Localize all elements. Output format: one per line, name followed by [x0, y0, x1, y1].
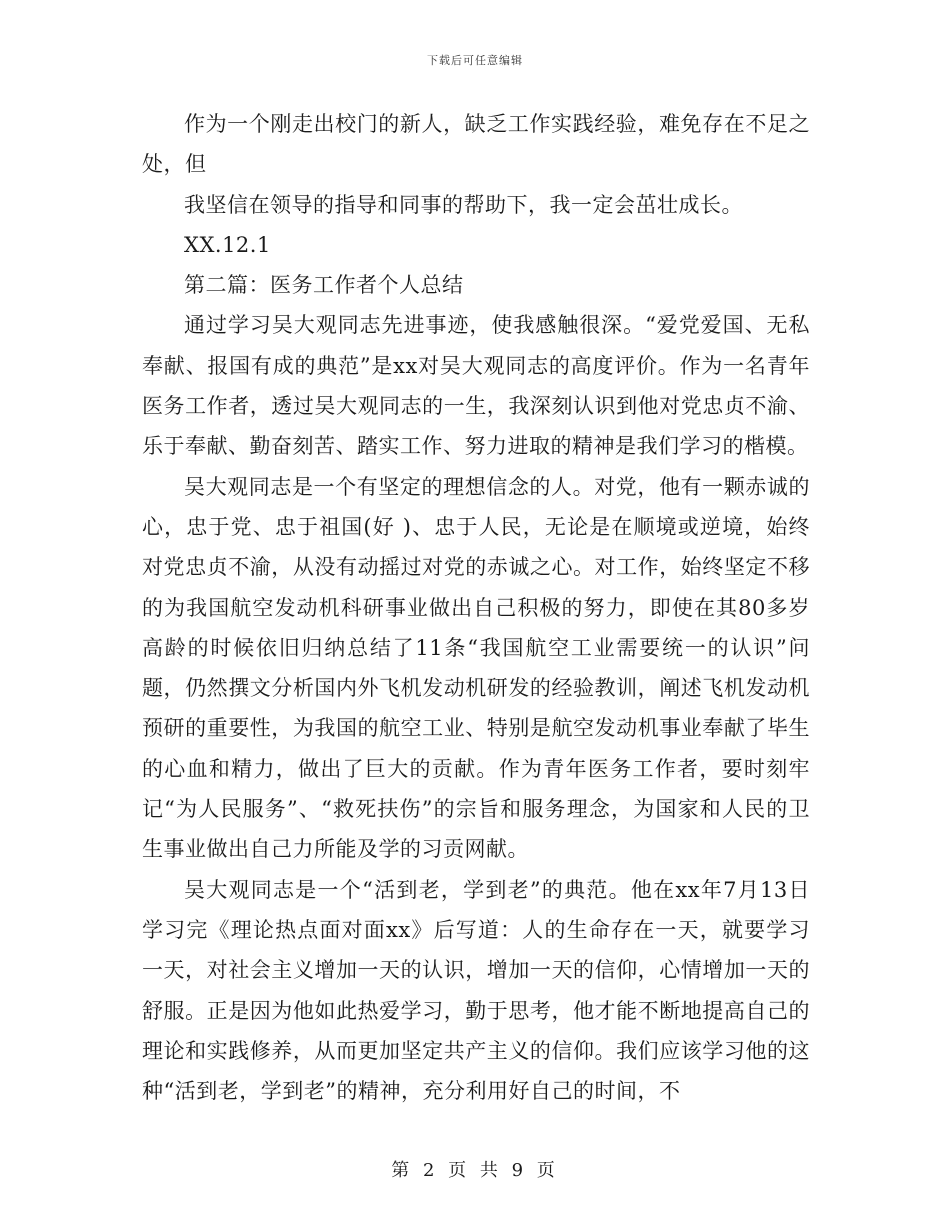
document-body	[142, 104, 810, 1111]
paragraph: 吴大观同志是一个有坚定的理想信念的人。对党，他有一颗赤诚的心，忠于党、忠于祖国(好 )、忠于人民，无论是在顺境或逆境，始终对党忠贞不渝，从没有动摇过对党的赤诚之心。对工作，始终坚定不移的为我国航空发动机科研事业做出自己积极的努力，即使在其80多岁高龄的时候依旧归纳总结了11条“我国航空工业需要统一的认识”问题，仍然撰文分析国内外飞机发动机研发的经验教训，阐述飞机发动机预研的重要性，为我国的航空工业、特别是航空发动机事业奉献了毕生的心血和精力，做出了巨大的贡献。作为青年医务工作者，要时刻牢记“为人民服务”、“救死扶伤”的宗旨和服务理念，为国家和人民的卫生事业做出自己力所能及学的习贡网献。	[142, 474, 810, 862]
section-title: 第二篇：医务工作者个人总结	[184, 273, 464, 298]
paragraph: 我坚信在领导的指导和同事的帮助下，我一定会茁壮成长。	[184, 192, 743, 217]
paragraph: 通过学习吴大观同志先进事迹，使我感触很深。“爱党爱国、无私奉献、报国有成的典范”是xx对吴大观同志的高度评价。作为一名青年医务工作者，透过吴大观同志的一生，我深刻认识到他对党忠贞不渝、乐于奉献、勤奋刻苦、踏实工作、努力进取的精神是我们学习的楷模。	[142, 313, 810, 459]
paragraph: 作为一个刚走出校门的新人，缺乏工作实践经验，难免存在不足之处，但	[142, 112, 810, 177]
page-number: 第 2 页 共 9 页	[391, 1160, 559, 1181]
paragraph: 吴大观同志是一个“活到老，学到老”的典范。他在xx年7月13日学习完《理论热点面对面xx》后写道：人的生命存在一天，就要学习一天，对社会主义增加一天的认识，增加一天的信仰，心情增加一天的舒服。正是因为他如此热爱学习，勤于思考，他才能不断地提高自己的理论和实践修养，从而更加坚定共产主义的信仰。我们应该学习他的这种“活到老，学到老”的精神，充分利用好自己的时间，不	[142, 877, 810, 1104]
page-header: 下载后可任意编辑	[427, 54, 523, 67]
date-line: XX.12.1	[184, 232, 271, 257]
